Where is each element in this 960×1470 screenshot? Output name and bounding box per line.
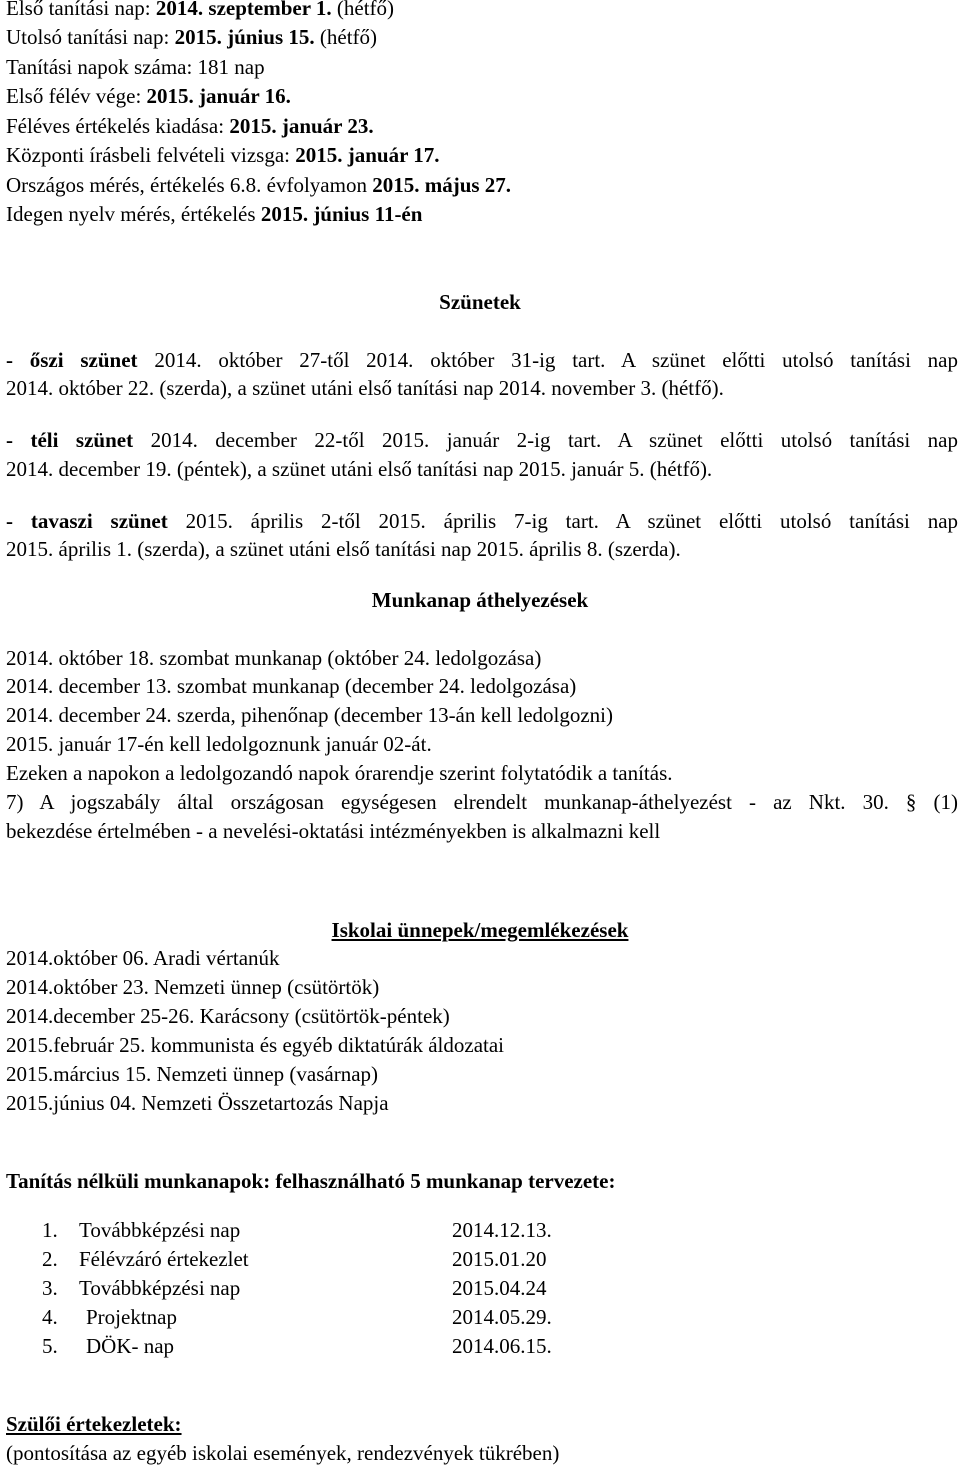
list-item-label: Félévzáró értekezlet: [79, 1247, 249, 1271]
shift-line: 2015. január 17-én kell ledolgoznunk január 02-át.: [6, 732, 432, 756]
language-assessment-line: Idegen nyelv mérés, értékelés 2015. június 11-én: [6, 202, 423, 226]
list-item-label: Továbbképzési nap: [79, 1218, 241, 1242]
days-count-line: Tanítási napok száma: 181 nap: [6, 55, 265, 79]
ceremony-item: 2015.február 25. kommunista és egyéb diktatúrák áldozatai: [6, 1033, 505, 1057]
list-item-date: 2015.01.20: [452, 1247, 547, 1271]
ceremony-item: 2014.október 06. Aradi vértanúk: [6, 946, 280, 970]
shift-line: Ezeken a napokon a ledolgozandó napok órarendje szerint folytatódik a tanítás.: [6, 761, 673, 785]
list-item-label: DÖK- nap: [86, 1334, 175, 1358]
list-item-label: Projektnap: [86, 1305, 177, 1329]
ceremony-item: 2015.március 15. Nemzeti ünnep (vasárnap): [6, 1062, 379, 1086]
non-teaching-days-heading: Tanítás nélküli munkanapok: felhasználható 5 munkanap tervezete:: [6, 1169, 616, 1193]
winter-break-line1: - téli szünet 2014. december 22-től 2015. január 2-ig tart. A szünet előtti utolsó tanítási nap: [6, 428, 959, 452]
list-item-number: 3.: [42, 1276, 58, 1300]
autumn-break-line1: - őszi szünet 2014. október 27-től 2014. október 31-ig tart. A szünet előtti utolsó tanítási nap: [6, 348, 959, 372]
legal-note-line1: 7) A jogszabály által országosan egységesen elrendelt munkanap-áthelyezést - az Nkt. 30. § (1): [6, 790, 958, 814]
ceremonies-heading: Iskolai ünnepek/megemlékezések: [331, 918, 629, 942]
breaks-heading: Szünetek: [439, 290, 521, 314]
national-assessment-line: Országos mérés, értékelés 6.8. évfolyamon 2015. május 27.: [6, 173, 512, 197]
shift-line: 2014. december 24. szerda, pihenőnap (december 13-án kell ledolgozni): [6, 703, 614, 727]
parent-meetings-note: (pontosítása az egyéb iskolai események, rendezvények tükrében): [6, 1441, 560, 1465]
ceremony-item: 2014.október 23. Nemzeti ünnep (csütörtök): [6, 975, 380, 999]
list-item-date: 2015.04.24: [452, 1276, 547, 1300]
list-item-number: 4.: [42, 1305, 58, 1329]
ceremony-item: 2014.december 25-26. Karácsony (csütörtök-péntek): [6, 1004, 450, 1028]
spring-break-line1: - tavaszi szünet 2015. április 2-től 2015. április 7-ig tart. A szünet előtti utolsó tanítási nap: [6, 509, 959, 533]
first-day-line: Első tanítási nap: 2014. szeptember 1. (hétfő): [6, 0, 395, 20]
list-item-date: 2014.05.29.: [452, 1305, 552, 1329]
shift-line: 2014. október 18. szombat munkanap (október 24. ledolgozása): [6, 646, 542, 670]
list-item-number: 1.: [42, 1218, 58, 1242]
autumn-break-line2: 2014. október 22. (szerda), a szünet utáni első tanítási nap 2014. november 3. (hétfő).: [6, 376, 724, 400]
legal-note-line2: bekezdése értelmében - a nevelési-oktatási intézményekben is alkalmazni kell: [6, 819, 661, 843]
list-item-label: Továbbképzési nap: [79, 1276, 241, 1300]
semester-eval-line: Féléves értékelés kiadása: 2015. január 23.: [6, 114, 374, 138]
ceremony-item: 2015.június 04. Nemzeti Összetartozás Napja: [6, 1091, 389, 1115]
list-item-number: 2.: [42, 1247, 58, 1271]
parent-meetings-heading: Szülői értekezletek:: [6, 1412, 182, 1436]
last-day-line: Utolsó tanítási nap: 2015. június 15. (hétfő): [6, 25, 378, 49]
list-item-date: 2014.06.15.: [452, 1334, 552, 1358]
list-item-date: 2014.12.13.: [452, 1218, 552, 1242]
shift-line: 2014. december 13. szombat munkanap (december 24. ledolgozása): [6, 674, 577, 698]
list-item-number: 5.: [42, 1334, 58, 1358]
workday-shift-heading: Munkanap áthelyezések: [371, 588, 589, 612]
winter-break-line2: 2014. december 19. (péntek), a szünet utáni első tanítási nap 2015. január 5. (hétfő).: [6, 457, 713, 481]
entrance-exam-line: Központi írásbeli felvételi vizsga: 2015. január 17.: [6, 143, 440, 167]
semester-end-line: Első félév vége: 2015. január 16.: [6, 84, 291, 108]
spring-break-line2: 2015. április 1. (szerda), a szünet utáni első tanítási nap 2015. április 8. (szerda).: [6, 537, 681, 561]
